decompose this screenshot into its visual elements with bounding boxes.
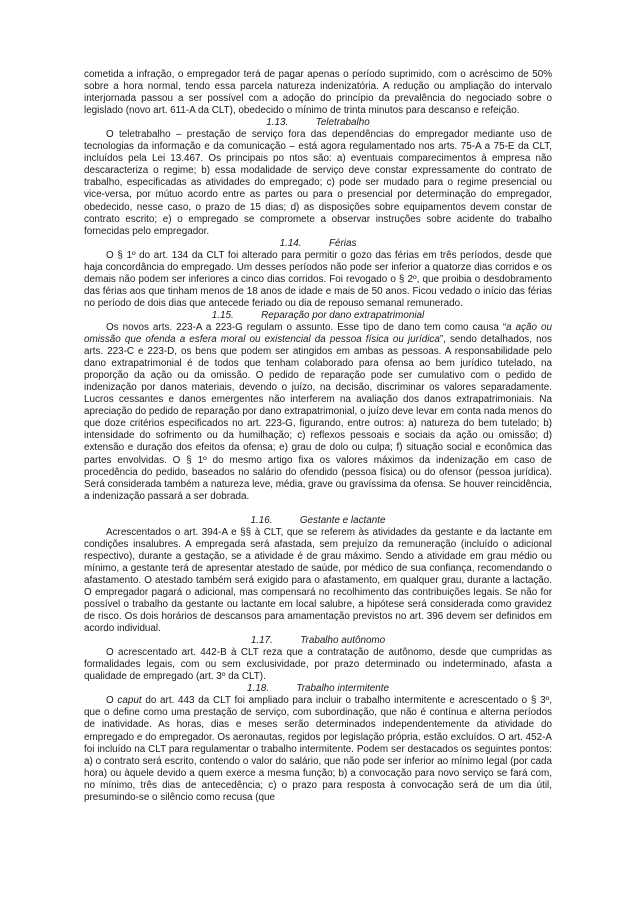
- paragraph-trabalho-intermitente: O caput do art. 443 da CLT foi ampliado para incluir o trabalho intermitente e acrescentado o § 3º, que o define como uma prestação de serviço, com subordinação, que não é contínua e alterna períodos de inatividade. As horas, dias e meses serão determinados independentemente da atividade do empregado e do empregador. Os aeronautas, regidos por legislação própria, estão excluídos. O art. 452-A foi incluído na CLT para regulamentar o trabalho intermitente. Podem ser destacados os seguintes pontos: a) o contrato será escrito, contendo o valor do salário, que não pode ser inferior ao mínimo legal (por cada hora) ou àquele devido a quem exerce a mesma função; b) a convocação para novo serviço se fará com, no mínimo, três dias de antecedência; c) o prazo para resposta à convocação será de um dia útil, presumindo-se o silêncio como recusa (que: [84, 695, 552, 803]
- heading-1-15-dano-extrapatrimonial: 1.15. Reparação por dano extrapatrimonial: [211, 309, 425, 321]
- paragraph-trabalho-autonomo: O acrescentado art. 442-B à CLT reza que a contratação de autônomo, desde que cumpridas as formalidades legais, com ou sem exclusividade, por prazo determinado ou indeterminado, afasta a qualidade de empregado (art. 3º da CLT).: [84, 647, 552, 683]
- paragraph-dano-extrapatrimonial: Os novos arts. 223-A a 223-G regulam o assunto. Esse tipo de dano tem como causa “a ação ou omissão que ofenda a esfera moral ou existencial da pessoa física ou jurídica”, sendo detalhados, nos arts. 223-C e 223-D, os bens que podem ser atingidos em ambas as pessoas. A responsabilidade pelo dano extrapatrimonial é de todos que tenham colaborado para ofensa ao bem jurídico tutelado, na proporção da ação ou da omissão. O pedido de reparação pode ser cumulativo com o pedido de indenização por danos materiais, devendo o juízo, na decisão, discriminar os valores separadamente. Lucros cessantes e danos emergentes não interferem na avaliação dos danos extrapatrimoniais. Na apreciação do pedido de reparação por dano extrapatrimonial, o juízo deve levar em conta nada menos do que doze critérios especificados no art. 223-G, figurando, entre outros: a) natureza do bem tutelado; b) intensidade do sofrimento ou da humilhação; c) reflexos pessoais e sociais da ação ou omissão; d) extensão e duração dos efeitos da ofensa; e) grau de dolo ou culpa; f) situação social e econômica das partes envolvidas. O § 1º do mesmo artigo fixa os valores máximos da indenização em caso de procedência do pedido, baseados no salário do ofendido (pessoa física) ou do ofensor (pessoa jurídica). Será considerada também a natureza leve, média, grave ou gravíssima da ofensa. Se houver reincidência, a indenização passará a ser dobrada.: [84, 321, 552, 502]
- heading-1-17-trabalho-autonomo: 1.17. Trabalho autônomo: [250, 635, 386, 647]
- paragraph-teletrabalho: O teletrabalho – prestação de serviço fora das dependências do empregador mediante uso de tecnologias da informação e da comunicação – está agora regulamentado nos arts. 75-A a 75-E da CLT, incluídos pela Lei 13.467. Os principais po ntos são: a) eventuais comparecimentos à empresa não descaracteriza o regime; b) essa modalidade de serviço deve constar expressamente do contrato de trabalho, especificadas as atividades do empregado; c) pode ser mudado para o regime presencial ou vice-versa, por mútuo acordo entre as partes ou para o presencial por determinação do empregador, obedecido, nesse caso, o prazo de 15 dias; d) as disposições sobre equipamentos devem constar de contrato escrito; e) o empregado se compromete a observar instruções sobre acidente do trabalho fornecidas pelo empregador.: [84, 129, 552, 237]
- paragraph-gestante-lactante: Acrescentados o art. 394-A e §§ à CLT, que se referem às atividades da gestante e da lactante em condições insalubres. A empregada será afastada, sem prejuízo da remuneração (incluído o adicional respectivo), durante a gestação, se a atividade é de grau máximo. Sendo a atividade em grau médio ou mínimo, a gestante terá de apresentar atestado de saúde, por médico de sua confiança, recomendando o afastamento. O atestado também será exigido para o afastamento, em qualquer grau, durante a lactação. O empregador pagará o adicional, mas compensará no recolhimento das contribuições legais. Se não for possível o trabalho da gestante ou lactante em local salubre, a hipótese será considerada como gravidez de risco. Os dois horários de descansos para amamentação previstos no art. 396 devem ser definidos em acordo individual.: [84, 526, 552, 635]
- heading-1-16-gestante-lactante: 1.16. Gestante e lactante: [250, 514, 386, 526]
- heading-1-13-teletrabalho: 1.13. Teletrabalho: [266, 117, 370, 129]
- paragraph-continuation: cometida a infração, o empregador terá de pagar apenas o período suprimido, com o acréscimo de 50% sobre a hora normal, tendo essa parcela natureza indenizatória. A redução ou ampliação do intervalo interjornada passou a ser possível com a adoção do princípio da prevalência do negociado sobre o legislado (novo art. 611-A da CLT), obedecido o mínimo de trinta minutos para descanso e refeição.: [84, 69, 552, 117]
- italic-quote: a ação ou omissão que ofenda a esfera moral ou existencial da pessoa física ou jurídica: [84, 321, 552, 346]
- heading-1-18-trabalho-intermitente: 1.18. Trabalho intermitente: [247, 683, 389, 695]
- italic-caput: caput: [117, 695, 142, 707]
- heading-1-14-ferias: 1.14. Férias: [279, 237, 357, 249]
- paragraph-ferias: O § 1º do art. 134 da CLT foi alterado para permitir o gozo das férias em três períodos, desde que haja concordância do empregado. Um desses períodos não pode ser inferior a quatorze dias corridos e os demais não podem ser inferiores a cinco dias corridos. Foi revogado o § 2º, que proibia o desdobramento das férias aos que tinham menos de 18 anos de idade e mais de 50 anos. Ficou vedado o início das férias no período de dois dias que antecede feriado ou dia de repouso semanal remunerado.: [84, 249, 552, 309]
- document-page: [84, 69, 552, 804]
